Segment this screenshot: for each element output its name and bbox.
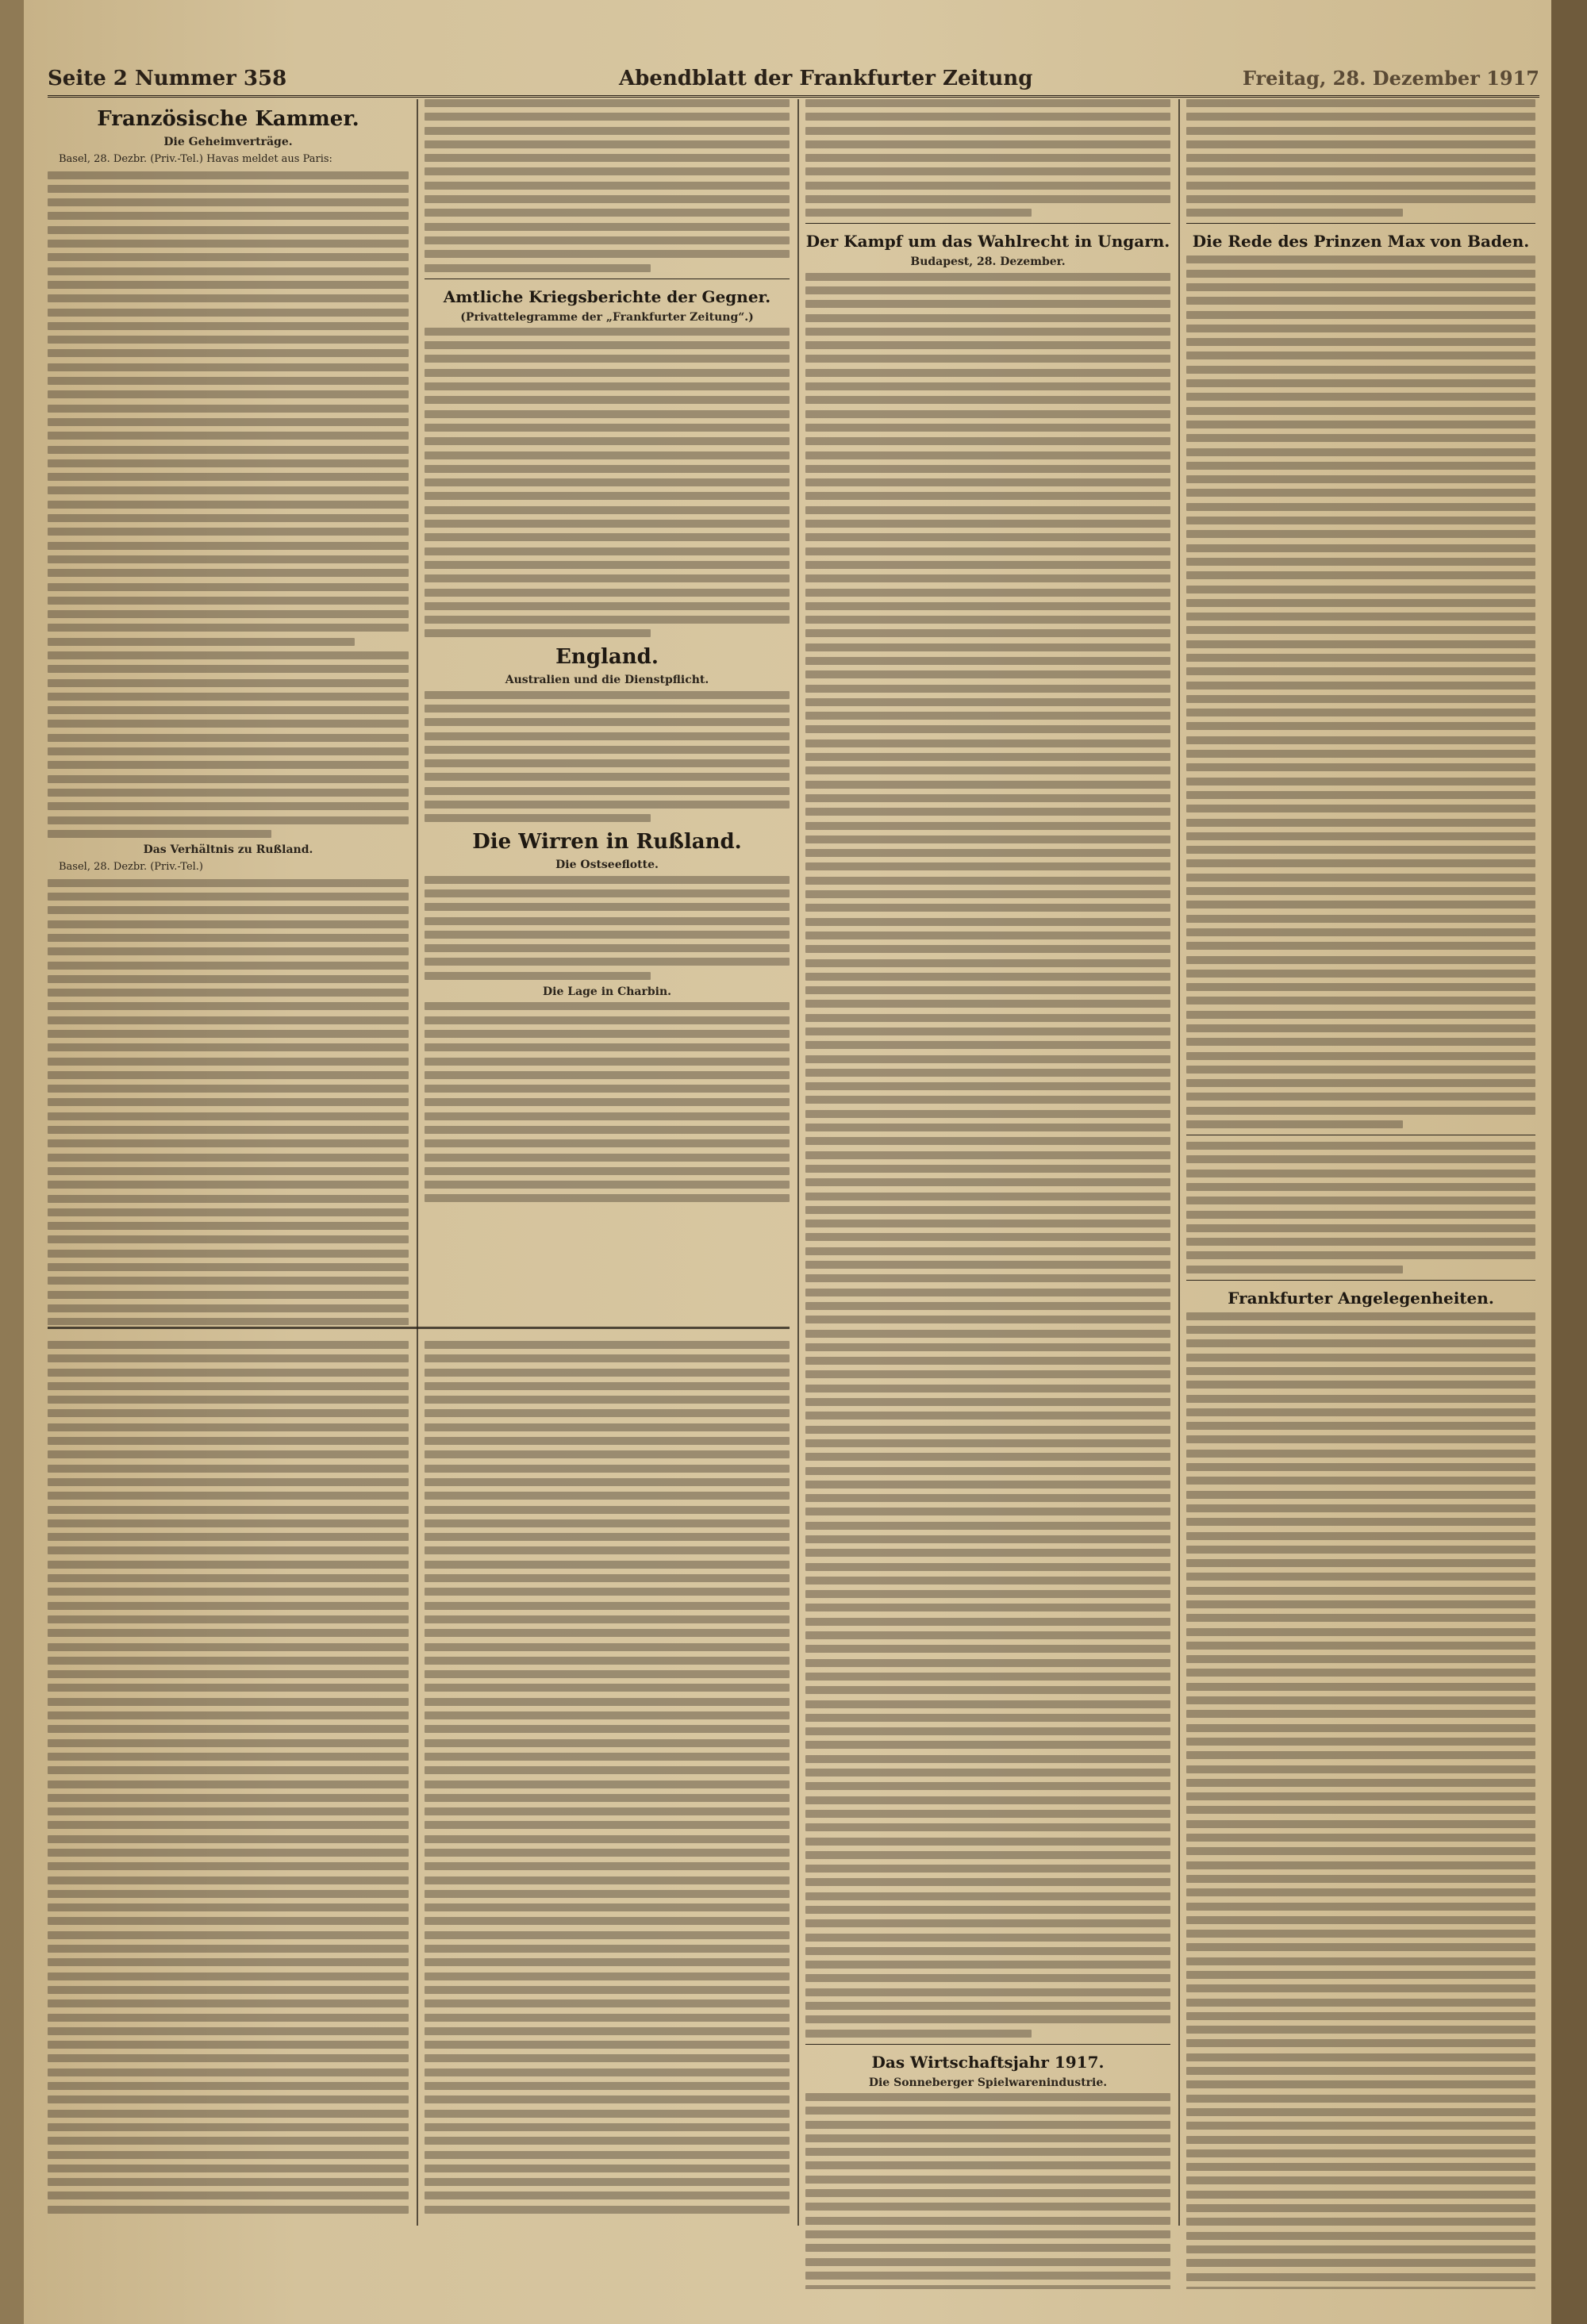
article-heading: England. <box>555 645 659 670</box>
page-number: Seite 2 Nummer 358 <box>48 67 287 90</box>
article-heading: Frankfurter Angelegenheiten. <box>1228 1288 1494 1308</box>
column-divider <box>1178 99 1180 2226</box>
text-block <box>1186 99 1535 2289</box>
column-divider <box>797 99 799 2226</box>
article-subheading: (Privattelegramme der „Frankfurter Zeitung“.) <box>460 310 754 324</box>
text-block <box>425 99 790 1325</box>
article-subheading: Australien und die Dienstpflicht. <box>505 674 709 687</box>
column-3 <box>805 99 1170 2289</box>
article-subheading: Die Geheimverträge. <box>163 136 293 148</box>
article-heading: Amtliche Kriegsberichte der Gegner. <box>443 286 771 306</box>
section-heading: Das Verhältnis zu Rußland. <box>143 843 313 857</box>
text-block <box>805 99 1170 2289</box>
feuilleton-column-1 <box>48 1341 409 2214</box>
article-heading: Die Wirren in Rußland. <box>472 830 742 855</box>
article-subheading: Die Lage in Charbin. <box>542 985 672 999</box>
column-divider <box>417 99 418 2226</box>
page-edge-right <box>1551 0 1587 2324</box>
text-block <box>48 1341 409 2214</box>
text-block <box>48 171 409 1325</box>
article-heading: Die Rede des Prinzen Max von Baden. <box>1192 232 1530 252</box>
section-lead: Basel, 28. Dezbr. (Priv.-Tel.) <box>59 861 204 874</box>
text-block <box>425 1341 790 2214</box>
article-subheading: Die Sonneberger Spielwarenindustrie. <box>868 2076 1108 2089</box>
feuilleton-column-2 <box>425 1341 790 2214</box>
issue-date: Freitag, 28. Dezember 1917 <box>1242 67 1539 90</box>
article-heading: Französische Kammer. <box>97 107 359 131</box>
masthead <box>48 63 1539 98</box>
column-2 <box>425 99 790 1325</box>
article-heading: Das Wirtschaftsjahr 1917. <box>871 2052 1105 2072</box>
feuilleton-rule <box>48 1327 790 1329</box>
newspaper-title: Abendblatt der Frankfurter Zeitung <box>619 67 1033 90</box>
column-4 <box>1186 99 1535 2289</box>
page-edge-left <box>0 0 24 2324</box>
column-1 <box>48 99 409 1325</box>
newspaper-page <box>24 0 1551 2324</box>
article-dateline: Budapest, 28. Dezember. <box>910 255 1066 269</box>
article-heading: Der Kampf um das Wahlrecht in Ungarn. <box>805 232 1170 252</box>
article-subheading: Die Ostseeflotte. <box>555 859 659 872</box>
article-lead: Basel, 28. Dezbr. (Priv.-Tel.) Havas meldet aus Paris: <box>59 153 332 166</box>
